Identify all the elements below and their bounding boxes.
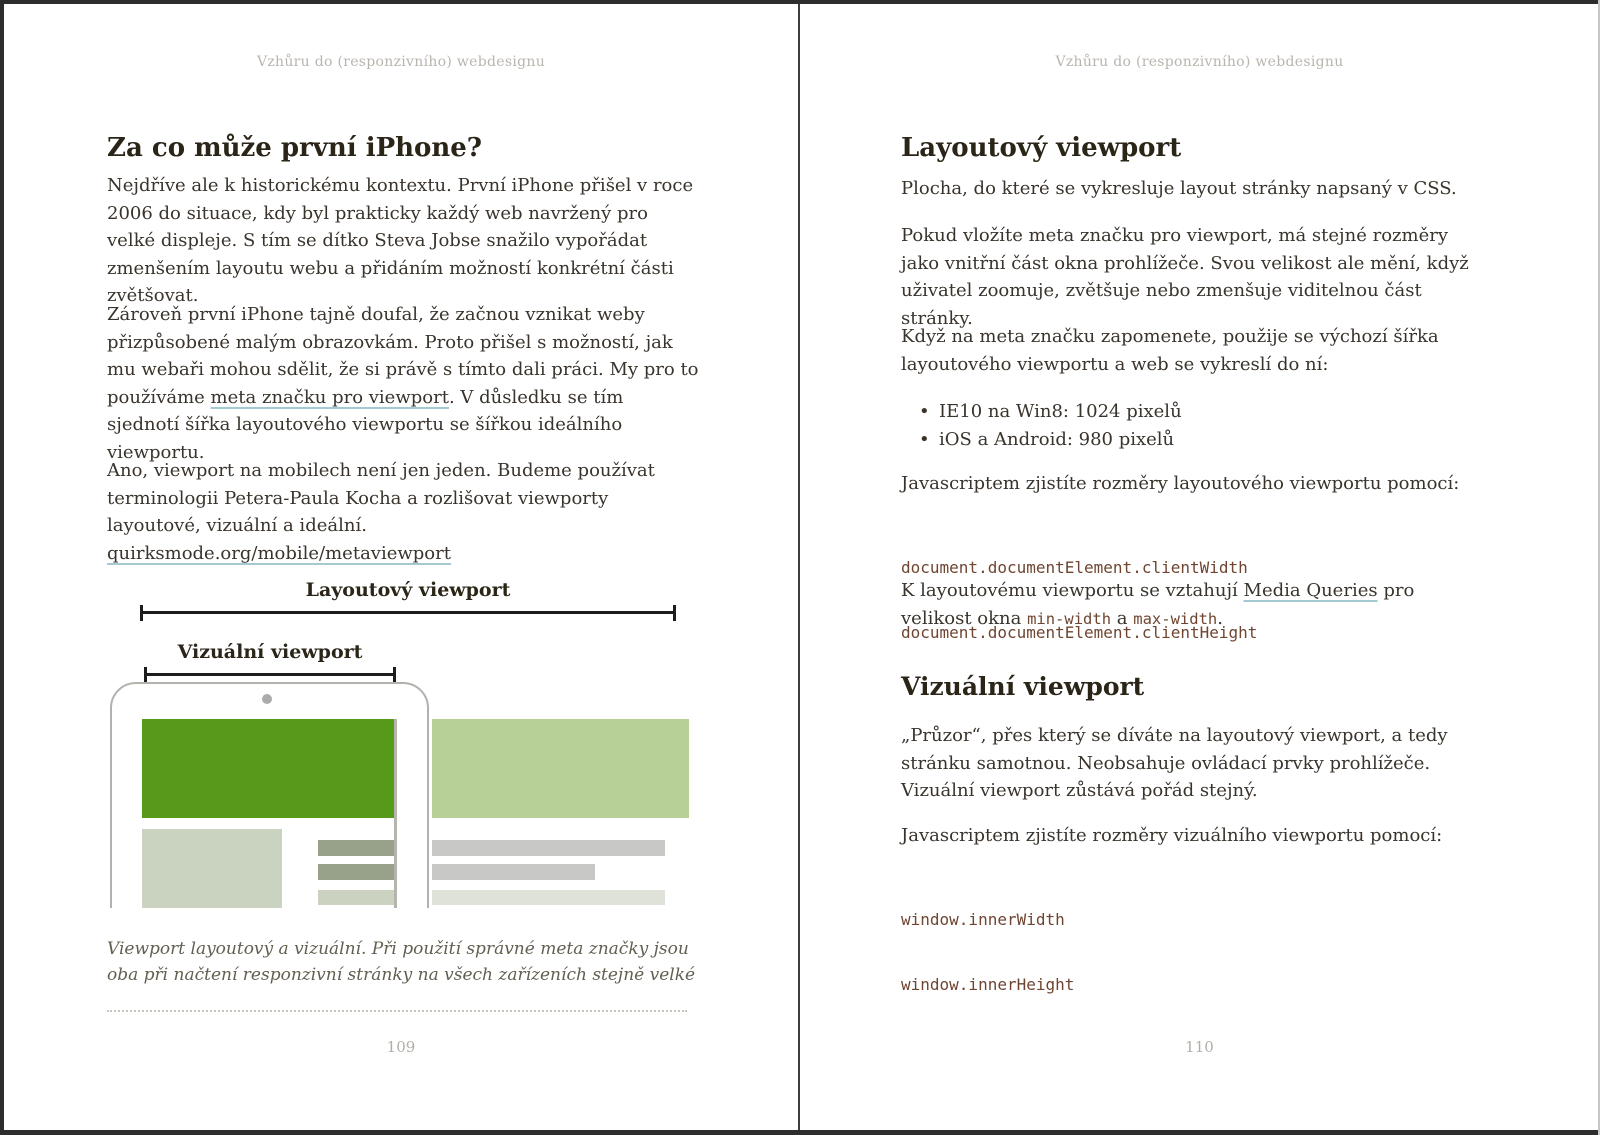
paragraph-text: pro velikost okna — [901, 580, 1415, 629]
window-border-left — [0, 0, 4, 1135]
code-line: window.innerHeight — [901, 974, 1075, 994]
paragraph-text: Zároveň první iPhone tajně doufal, že začnou vznikat weby přizpůsobené malým obrazovkám. Proto přišel s možností, jak mu webaři mohou sdělit, že si právě s tímto dali práci. My pro to používáme — [107, 304, 699, 408]
text-bar-on-screen — [318, 864, 396, 880]
link-quirksmode[interactable]: quirksmode.org/mobile/metaviewport — [107, 542, 451, 564]
paragraph: Javascriptem zjistíte rozměry layoutového viewportu pomocí: — [901, 473, 1460, 494]
page-number: 110 — [1185, 1038, 1214, 1056]
section-heading-visual-viewport: Vizuální viewport — [901, 672, 1145, 701]
paragraph: Pokud vložíte meta značku pro viewport, má stejné rozměry jako vnitřní část okna prohlížeče. Svou velikost ale mění, když uživatel zoomuje, zvětšuje nebo zmenšuje viditelnou část stránky. — [901, 225, 1469, 329]
sidebar-block-on-screen — [142, 829, 282, 908]
code-block-visual-viewport — [901, 866, 1074, 1038]
viewport-diagram — [4, 565, 798, 908]
running-header: Vzhůru do (responzivního) webdesignu — [1055, 54, 1344, 70]
page-number: 109 — [386, 1038, 416, 1056]
code-line: window.innerWidth — [901, 910, 1065, 929]
text-bar-on-screen — [318, 840, 396, 856]
figure-caption: Viewport layoutový a vizuální. Při použití správné meta značky jsou oba při načtení responzivní stránky na všech zařízeních stejně velké — [107, 939, 696, 985]
paragraph: „Průzor“, přes který se díváte na layoutový viewport, a tedy stránku samotnou. Neobsahuje ovládací prvky prohlížeče. Vizuální viewport zůstává pořád stejný. — [901, 725, 1448, 801]
paragraph: Když na meta značku zapomenete, použije se výchozí šířka layoutového viewportu a web se vykreslí do ní: — [901, 326, 1439, 375]
layout-viewport-label: Layoutový viewport — [305, 579, 511, 601]
paragraph: Plocha, do které se vykresluje layout stránky napsaný v CSS. — [901, 178, 1457, 199]
paragraph-text: Ano, viewport na mobilech není jen jeden. Budeme používat terminologii Petera-Paula Kocha a rozlišovat viewporty layoutové, vizuální a ideální. — [107, 460, 655, 536]
inline-code-min-width: min-width — [1027, 609, 1112, 628]
bullet-list — [919, 398, 1479, 454]
running-header: Vzhůru do (responzivního) webdesignu — [256, 54, 546, 70]
tablet-camera-dot — [262, 694, 272, 704]
section-heading-layout-viewport: Layoutový viewport — [901, 133, 1182, 163]
paragraph-text: . V důsledku se tím sjednotí šířka layoutového viewportu se šířkou ideálního viewportu. — [107, 386, 624, 463]
window-border-top — [0, 0, 1600, 4]
paragraph — [107, 457, 699, 567]
text-bar-off-screen — [432, 840, 665, 856]
paragraph — [107, 301, 699, 466]
paragraph: Nejdříve ale k historickému kontextu. První iPhone přišel v roce 2006 do situace, kdy byl prakticky každý web navržený pro velké displeje. S tím se dítko Steva Jobse snažilo vypořádat zmenšením layoutu webu a přidáním možností konkrétní části zvětšovat. — [107, 175, 694, 306]
paragraph-text: K layoutovému viewportu se vztahují — [901, 580, 1244, 601]
code-line: document.documentElement.clientHeight — [901, 622, 1258, 642]
paragraph-text: . — [1217, 607, 1223, 629]
page-right — [801, 0, 1598, 1135]
page-header-block-off-screen — [432, 719, 689, 818]
page-divider — [798, 4, 800, 1135]
text-bar-off-screen — [432, 890, 665, 905]
dotted-divider — [107, 1010, 687, 1012]
page-left — [4, 0, 798, 1135]
page-header-block-on-screen — [142, 719, 396, 818]
link-meta-viewport[interactable]: meta značku pro viewport — [210, 386, 449, 408]
layout-viewport-ruler — [140, 605, 676, 621]
bullet-item: • iOS a Android: 980 pixelů — [919, 426, 1479, 454]
bullet-item: • IE10 na Win8: 1024 pixelů — [919, 398, 1479, 426]
window-border-bottom — [0, 1130, 1600, 1135]
text-bar-off-screen — [432, 864, 595, 880]
visual-viewport-label: Vizuální viewport — [177, 641, 363, 663]
paragraph — [901, 577, 1489, 633]
visual-viewport-ruler — [144, 667, 396, 683]
link-media-queries[interactable]: Media Queries — [1243, 580, 1378, 601]
code-line: document.documentElement.clientWidth — [901, 558, 1248, 577]
text-bar-on-screen — [318, 890, 396, 905]
screen-right-edge — [394, 719, 397, 908]
paragraph: Javascriptem zjistíte rozměry vizuálního viewportu pomocí: — [901, 825, 1443, 846]
paragraph-text: a — [1111, 607, 1134, 629]
inline-code-max-width: max-width — [1133, 609, 1218, 628]
section-heading-iphone: Za co může první iPhone? — [107, 133, 483, 163]
